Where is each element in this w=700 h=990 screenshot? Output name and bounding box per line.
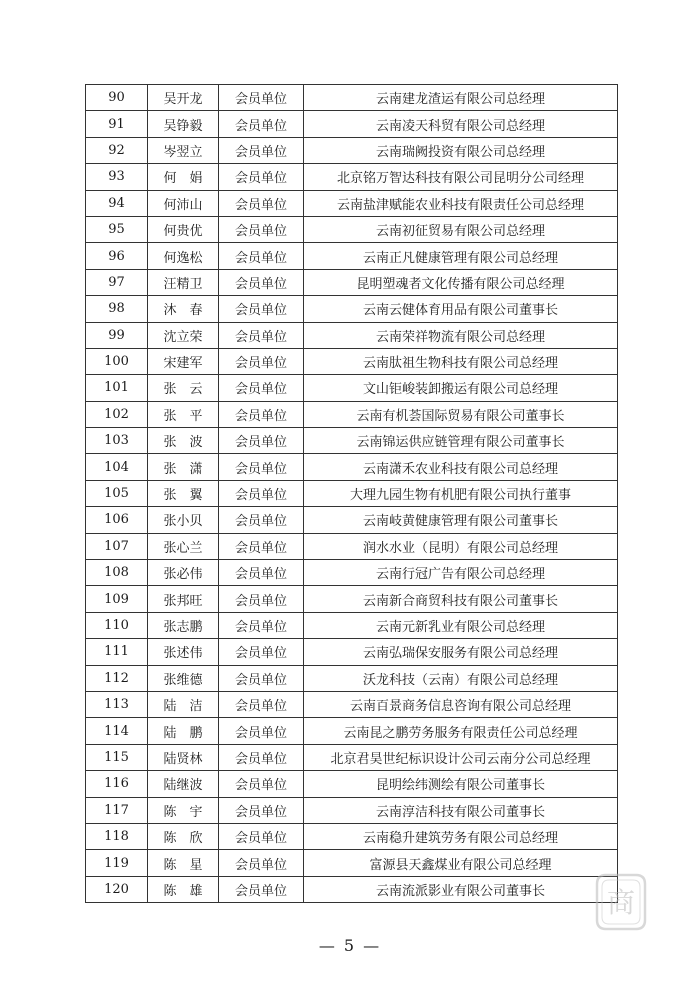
membership-type: 会员单位 — [219, 111, 304, 137]
row-number: 112 — [86, 665, 148, 691]
table-row — [86, 876, 618, 902]
membership-type: 会员单位 — [219, 744, 304, 770]
membership-type: 会员单位 — [219, 639, 304, 665]
row-number: 100 — [86, 348, 148, 374]
member-name: 陈 雄 — [148, 876, 219, 902]
membership-type: 会员单位 — [219, 137, 304, 163]
table-row — [86, 164, 618, 190]
member-name: 陈 宇 — [148, 797, 219, 823]
member-name: 沐 春 — [148, 296, 219, 322]
table-row — [86, 375, 618, 401]
row-number: 113 — [86, 691, 148, 717]
row-number: 116 — [86, 771, 148, 797]
table-row — [86, 639, 618, 665]
membership-type: 会员单位 — [219, 480, 304, 506]
organization-title: 文山钜峻装卸搬运有限公司总经理 — [304, 375, 618, 401]
membership-type: 会员单位 — [219, 296, 304, 322]
row-number: 109 — [86, 586, 148, 612]
member-name: 陆 鹏 — [148, 718, 219, 744]
table-row — [86, 612, 618, 638]
organization-title: 云南昆之鹏劳务服务有限责任公司总经理 — [304, 718, 618, 744]
row-number: 99 — [86, 322, 148, 348]
organization-title: 云南盐津赋能农业科技有限责任公司总经理 — [304, 190, 618, 216]
member-name: 何 娟 — [148, 164, 219, 190]
membership-type: 会员单位 — [219, 823, 304, 849]
row-number: 91 — [86, 111, 148, 137]
member-name: 吴铮毅 — [148, 111, 219, 137]
member-name: 何贵优 — [148, 216, 219, 242]
table-row — [86, 111, 618, 137]
row-number: 106 — [86, 507, 148, 533]
member-name: 何沛山 — [148, 190, 219, 216]
table-row — [86, 691, 618, 717]
member-name: 吴开龙 — [148, 85, 219, 111]
membership-type: 会员单位 — [219, 665, 304, 691]
table-row — [86, 296, 618, 322]
membership-type: 会员单位 — [219, 586, 304, 612]
membership-type: 会员单位 — [219, 216, 304, 242]
organization-title: 昆明绘纬测绘有限公司董事长 — [304, 771, 618, 797]
organization-title: 昆明塑魂者文化传播有限公司总经理 — [304, 269, 618, 295]
table-row — [86, 718, 618, 744]
member-name: 陆贤林 — [148, 744, 219, 770]
row-number: 117 — [86, 797, 148, 823]
table-row — [86, 533, 618, 559]
organization-title: 富源县天鑫煤业有限公司总经理 — [304, 850, 618, 876]
membership-type: 会员单位 — [219, 85, 304, 111]
table-row — [86, 480, 618, 506]
member-name: 汪精卫 — [148, 269, 219, 295]
member-name: 张述伟 — [148, 639, 219, 665]
membership-type: 会员单位 — [219, 375, 304, 401]
organization-title: 云南岐黄健康管理有限公司董事长 — [304, 507, 618, 533]
watermark-glyph: 商 — [606, 886, 636, 919]
table-row — [86, 797, 618, 823]
membership-type: 会员单位 — [219, 691, 304, 717]
membership-type: 会员单位 — [219, 771, 304, 797]
organization-title: 云南淳洁科技有限公司董事长 — [304, 797, 618, 823]
membership-type: 会员单位 — [219, 164, 304, 190]
row-number: 120 — [86, 876, 148, 902]
member-name: 陈 欣 — [148, 823, 219, 849]
table-row — [86, 137, 618, 163]
row-number: 92 — [86, 137, 148, 163]
row-number: 96 — [86, 243, 148, 269]
organization-title: 云南锦运供应链管理有限公司董事长 — [304, 428, 618, 454]
organization-title: 云南瑞阙投资有限公司总经理 — [304, 137, 618, 163]
membership-type: 会员单位 — [219, 454, 304, 480]
member-name: 陆继波 — [148, 771, 219, 797]
table-row — [86, 560, 618, 586]
organization-title: 云南新合商贸科技有限公司董事长 — [304, 586, 618, 612]
row-number: 110 — [86, 612, 148, 638]
organization-title: 云南正凡健康管理有限公司总经理 — [304, 243, 618, 269]
row-number: 111 — [86, 639, 148, 665]
page-number: — 5 — — [318, 936, 382, 955]
table-row — [86, 269, 618, 295]
table-row — [86, 586, 618, 612]
organization-title: 润水水业（昆明）有限公司总经理 — [304, 533, 618, 559]
organization-title: 沃龙科技（云南）有限公司总经理 — [304, 665, 618, 691]
member-name: 张 潇 — [148, 454, 219, 480]
table-row — [86, 454, 618, 480]
organization-title: 云南建龙渣运有限公司总经理 — [304, 85, 618, 111]
row-number: 107 — [86, 533, 148, 559]
table-row — [86, 322, 618, 348]
row-number: 94 — [86, 190, 148, 216]
table-row — [86, 85, 618, 111]
table-row — [86, 507, 618, 533]
row-number: 102 — [86, 401, 148, 427]
row-number: 105 — [86, 480, 148, 506]
member-name: 张 翼 — [148, 480, 219, 506]
organization-title: 云南荣祥物流有限公司总经理 — [304, 322, 618, 348]
table-row — [86, 428, 618, 454]
row-number: 119 — [86, 850, 148, 876]
organization-title: 云南凌天科贸有限公司总经理 — [304, 111, 618, 137]
membership-type: 会员单位 — [219, 718, 304, 744]
organization-title: 云南潇禾农业科技有限公司总经理 — [304, 454, 618, 480]
row-number: 114 — [86, 718, 148, 744]
membership-type: 会员单位 — [219, 428, 304, 454]
row-number: 97 — [86, 269, 148, 295]
membership-type: 会员单位 — [219, 797, 304, 823]
member-name: 陆 洁 — [148, 691, 219, 717]
table-row — [86, 850, 618, 876]
table-row — [86, 190, 618, 216]
table-row — [86, 665, 618, 691]
organization-title: 云南百景商务信息咨询有限公司总经理 — [304, 691, 618, 717]
organization-title: 云南行冠广告有限公司总经理 — [304, 560, 618, 586]
member-name: 张 平 — [148, 401, 219, 427]
membership-type: 会员单位 — [219, 612, 304, 638]
organization-title: 大理九园生物有机肥有限公司执行董事 — [304, 480, 618, 506]
member-name: 何逸松 — [148, 243, 219, 269]
watermark-seal-icon — [594, 872, 648, 932]
organization-title: 云南有机荟国际贸易有限公司董事长 — [304, 401, 618, 427]
row-number: 93 — [86, 164, 148, 190]
table-row — [86, 243, 618, 269]
organization-title: 云南肽祖生物科技有限公司总经理 — [304, 348, 618, 374]
membership-type: 会员单位 — [219, 243, 304, 269]
member-name: 张邦旺 — [148, 586, 219, 612]
organization-title: 云南稳升建筑劳务有限公司总经理 — [304, 823, 618, 849]
member-name: 张心兰 — [148, 533, 219, 559]
membership-type: 会员单位 — [219, 322, 304, 348]
member-name: 岑翌立 — [148, 137, 219, 163]
row-number: 103 — [86, 428, 148, 454]
membership-type: 会员单位 — [219, 850, 304, 876]
organization-title: 北京君昊世纪标识设计公司云南分公司总经理 — [304, 744, 618, 770]
member-name: 张必伟 — [148, 560, 219, 586]
membership-type: 会员单位 — [219, 190, 304, 216]
membership-type: 会员单位 — [219, 348, 304, 374]
organization-title: 云南云健体育用品有限公司董事长 — [304, 296, 618, 322]
table-row — [86, 744, 618, 770]
member-name: 张志鹏 — [148, 612, 219, 638]
member-name: 张 波 — [148, 428, 219, 454]
member-name: 陈 星 — [148, 850, 219, 876]
member-name: 张小贝 — [148, 507, 219, 533]
organization-title: 云南元新乳业有限公司总经理 — [304, 612, 618, 638]
table-row — [86, 401, 618, 427]
row-number: 95 — [86, 216, 148, 242]
row-number: 98 — [86, 296, 148, 322]
row-number: 108 — [86, 560, 148, 586]
table-row — [86, 348, 618, 374]
member-table-body — [86, 85, 618, 903]
membership-type: 会员单位 — [219, 533, 304, 559]
membership-type: 会员单位 — [219, 269, 304, 295]
member-table — [85, 84, 618, 903]
organization-title: 云南初征贸易有限公司总经理 — [304, 216, 618, 242]
membership-type: 会员单位 — [219, 560, 304, 586]
table-row — [86, 216, 618, 242]
row-number: 90 — [86, 85, 148, 111]
table-row — [86, 823, 618, 849]
member-name: 张 云 — [148, 375, 219, 401]
row-number: 104 — [86, 454, 148, 480]
membership-type: 会员单位 — [219, 401, 304, 427]
membership-type: 会员单位 — [219, 507, 304, 533]
row-number: 115 — [86, 744, 148, 770]
membership-type: 会员单位 — [219, 876, 304, 902]
member-name: 张维德 — [148, 665, 219, 691]
member-name: 沈立荣 — [148, 322, 219, 348]
row-number: 118 — [86, 823, 148, 849]
organization-title: 云南弘瑞保安服务有限公司总经理 — [304, 639, 618, 665]
member-name: 宋建军 — [148, 348, 219, 374]
table-row — [86, 771, 618, 797]
organization-title: 云南流派影业有限公司董事长 — [304, 876, 618, 902]
row-number: 101 — [86, 375, 148, 401]
organization-title: 北京铭万智达科技有限公司昆明分公司经理 — [304, 164, 618, 190]
